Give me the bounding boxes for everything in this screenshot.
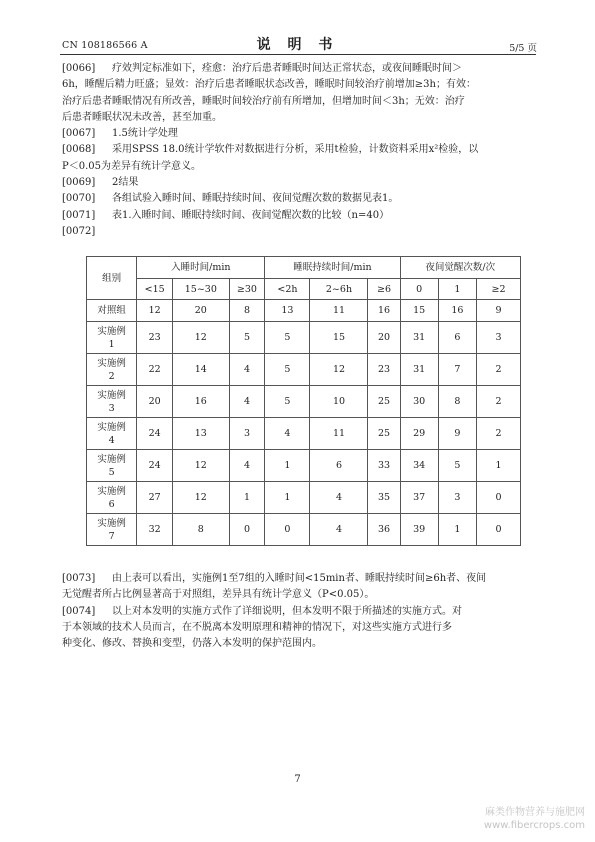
table-cell: 8 [229, 300, 265, 322]
col-group-header: 入睡时间/min [137, 257, 265, 279]
paragraph-text: 疗效判定标准如下，痊愈：治疗后患者睡眠时间达正常状态，或夜间睡眠时间＞ [112, 63, 462, 74]
table-row [87, 418, 521, 450]
group-header: 组别 [87, 257, 137, 300]
watermark-line: www.fibercrops.com [483, 820, 585, 831]
paragraph-text: 采用SPSS 18.0统计学软件对数据进行分析，采用t检验，计数资料采用x²检验，以 [112, 144, 479, 156]
table-cell: 24 [137, 418, 173, 450]
table-cell: 20 [368, 322, 400, 354]
row-label: 实施例 5 [87, 450, 137, 482]
paragraph-number: [0068] [62, 144, 96, 156]
table-header-row [87, 257, 521, 279]
table-row [87, 482, 521, 514]
table-cell: 2 [477, 354, 521, 386]
table-cell: 1 [438, 514, 476, 546]
table-cell: 5 [265, 354, 310, 386]
table-cell: 39 [400, 514, 438, 546]
body-paragraphs [62, 61, 534, 240]
table-cell: 33 [368, 450, 400, 482]
paragraph-text [112, 224, 534, 240]
row-label: 实施例 6 [87, 482, 137, 514]
table-cell: 30 [400, 386, 438, 418]
sub-header: ≥30 [229, 279, 265, 300]
table-cell: 23 [137, 322, 173, 354]
sub-header: 1 [438, 279, 476, 300]
table-cell: 3 [229, 418, 265, 450]
table-cell: 3 [477, 322, 521, 354]
table-cell: 20 [137, 386, 173, 418]
table-cell: 0 [265, 514, 310, 546]
paragraph-text: 以上对本发明的实施方式作了详细说明，但本发明不限于所描述的实施方式。对 [112, 605, 462, 617]
paragraph-0071 [62, 208, 534, 224]
sub-header: 0 [400, 279, 438, 300]
paragraph-number: [0071] [62, 209, 96, 221]
table-cell: 32 [137, 514, 173, 546]
table-cell: 11 [310, 300, 368, 322]
table-cell: 24 [137, 450, 173, 482]
sub-header: ≥6 [368, 279, 400, 300]
table-cell: 1 [477, 450, 521, 482]
table-cell: 6 [438, 322, 476, 354]
watermark [484, 806, 585, 832]
table-cell: 12 [173, 482, 229, 514]
table-cell: 23 [368, 354, 400, 386]
paragraph-line: 治疗后患者睡眠情况有所改善，睡眠时间较治疗前有所增加，但增加时间＜3h；无效：治疗 [62, 95, 465, 107]
sub-header: <15 [137, 279, 173, 300]
paragraph-0066 [62, 61, 534, 77]
table-cell: 31 [400, 354, 438, 386]
paragraph-0072 [62, 224, 534, 240]
table-cell: 35 [368, 482, 400, 514]
table-row [87, 450, 521, 482]
paragraph-number: [0067] [62, 128, 96, 140]
table-cell: 5 [265, 386, 310, 418]
page-indicator: 5/5 页 [509, 43, 537, 54]
table-row [87, 354, 521, 386]
table-cell: 12 [173, 322, 229, 354]
table-cell: 1 [265, 482, 310, 514]
conclusion-paragraphs [62, 571, 534, 652]
header-divider [60, 54, 536, 55]
table-cell: 36 [368, 514, 400, 546]
table-row [87, 300, 521, 322]
table-cell: 4 [265, 418, 310, 450]
col-group-header: 夜间觉醒次数/次 [400, 257, 520, 279]
table-cell: 10 [310, 386, 368, 418]
table-cell: 15 [310, 322, 368, 354]
paragraph-0070 [62, 191, 534, 207]
table-row [87, 514, 521, 546]
paragraph-text: 由上表可以看出，实施例1至7组的入睡时间<15min者、睡眠持续时间≥6h者、夜间 [112, 573, 487, 584]
table-cell: 12 [137, 300, 173, 322]
table-cell: 13 [265, 300, 310, 322]
table-cell: 29 [400, 418, 438, 450]
col-group-header: 睡眠持续时间/min [265, 257, 400, 279]
table-cell: 8 [438, 386, 476, 418]
paragraph-line: 种变化、修改、替换和变型，仍落入本发明的保护范围内。 [62, 638, 322, 650]
table-cell: 27 [137, 482, 173, 514]
sub-header: ≥2 [477, 279, 521, 300]
table-cell: 12 [310, 354, 368, 386]
row-label: 实施例 3 [87, 386, 137, 418]
table-cell: 5 [438, 450, 476, 482]
table-cell: 34 [400, 450, 438, 482]
table-cell: 13 [173, 418, 229, 450]
paragraph-text: 1.5统计学处理 [112, 128, 178, 140]
table-cell: 37 [400, 482, 438, 514]
table-cell: 1 [229, 482, 265, 514]
table-cell: 20 [173, 300, 229, 322]
paragraph-line: 无觉醒者所占比例显著高于对照组，差异具有统计学意义（P<0.05）。 [62, 589, 375, 601]
table-cell: 0 [229, 514, 265, 546]
table-cell: 25 [368, 418, 400, 450]
paragraph-text: 各组试验入睡时间、睡眠持续时间、夜间觉醒次数的数据见表1。 [112, 193, 399, 205]
table-cell: 2 [477, 418, 521, 450]
row-label: 实施例 2 [87, 354, 137, 386]
table-cell: 25 [368, 386, 400, 418]
paragraph-number: [0066] [62, 63, 96, 74]
table-row [87, 386, 521, 418]
paragraph-0067 [62, 126, 534, 142]
table-cell: 0 [477, 482, 521, 514]
paragraph-line: 于本领域的技术人员而言，在不脱离本发明原理和精神的情况下，对这些实施方式进行多 [62, 621, 452, 633]
paragraph-0069 [62, 175, 534, 191]
paragraph-number: [0072] [62, 225, 96, 237]
doc-number: CN 108186566 A [62, 40, 148, 51]
table-cell: 6 [310, 450, 368, 482]
table-cell: 2 [477, 386, 521, 418]
table-caption: 表1.入睡时间、睡眠持续时间、夜间觉醒次数的比较（n=40） [112, 209, 390, 221]
table-cell: 0 [477, 514, 521, 546]
table-cell: 4 [229, 450, 265, 482]
row-label: 实施例 7 [87, 514, 137, 546]
page-number: 7 [294, 774, 301, 785]
table-cell: 16 [438, 300, 476, 322]
table-cell: 5 [229, 322, 265, 354]
paragraph-number: [0070] [62, 193, 96, 205]
paragraph-line: 6h，睡醒后精力旺盛；显效：治疗后患者睡眠状态改善，睡眠时间较治疗前增加≥3h；有效： [62, 79, 476, 91]
table-subheader-row [87, 279, 521, 300]
paragraph-line: 后患者睡眠状况未改善，甚至加重。 [62, 111, 222, 123]
sub-header: <2h [265, 279, 310, 300]
table-cell: 3 [438, 482, 476, 514]
paragraph-text: 2结果 [112, 177, 139, 189]
data-table [86, 256, 521, 546]
table-cell: 14 [173, 354, 229, 386]
row-label: 实施例 4 [87, 418, 137, 450]
row-label: 实施例 1 [87, 322, 137, 354]
table-cell: 9 [438, 418, 476, 450]
table-cell: 7 [438, 354, 476, 386]
paragraph-number: [0069] [62, 177, 96, 189]
paragraph-number: [0073] [62, 573, 96, 584]
paragraph-number: [0074] [62, 605, 96, 617]
table-cell: 31 [400, 322, 438, 354]
paragraph-0073 [62, 571, 534, 587]
table-cell: 12 [173, 450, 229, 482]
table-cell: 4 [310, 514, 368, 546]
table-cell: 11 [310, 418, 368, 450]
paragraph-0074 [62, 604, 534, 620]
paragraph-line: P＜0.05为差异有统计学意义。 [62, 160, 201, 172]
table-cell: 9 [477, 300, 521, 322]
row-label: 对照组 [87, 300, 137, 322]
table-cell: 4 [310, 482, 368, 514]
table-cell: 4 [229, 386, 265, 418]
sub-header: 15~30 [173, 279, 229, 300]
table-cell: 1 [265, 450, 310, 482]
paragraph-0068 [62, 142, 534, 158]
table-cell: 4 [229, 354, 265, 386]
table-cell: 15 [400, 300, 438, 322]
page-title: 说 明 书 [256, 37, 339, 53]
table-cell: 22 [137, 354, 173, 386]
sub-header: 2~6h [310, 279, 368, 300]
watermark-line: 麻类作物营养与施肥网 [485, 807, 585, 818]
table-cell: 16 [173, 386, 229, 418]
table-cell: 16 [368, 300, 400, 322]
table-row [87, 322, 521, 354]
table-cell: 8 [173, 514, 229, 546]
table-cell: 5 [265, 322, 310, 354]
